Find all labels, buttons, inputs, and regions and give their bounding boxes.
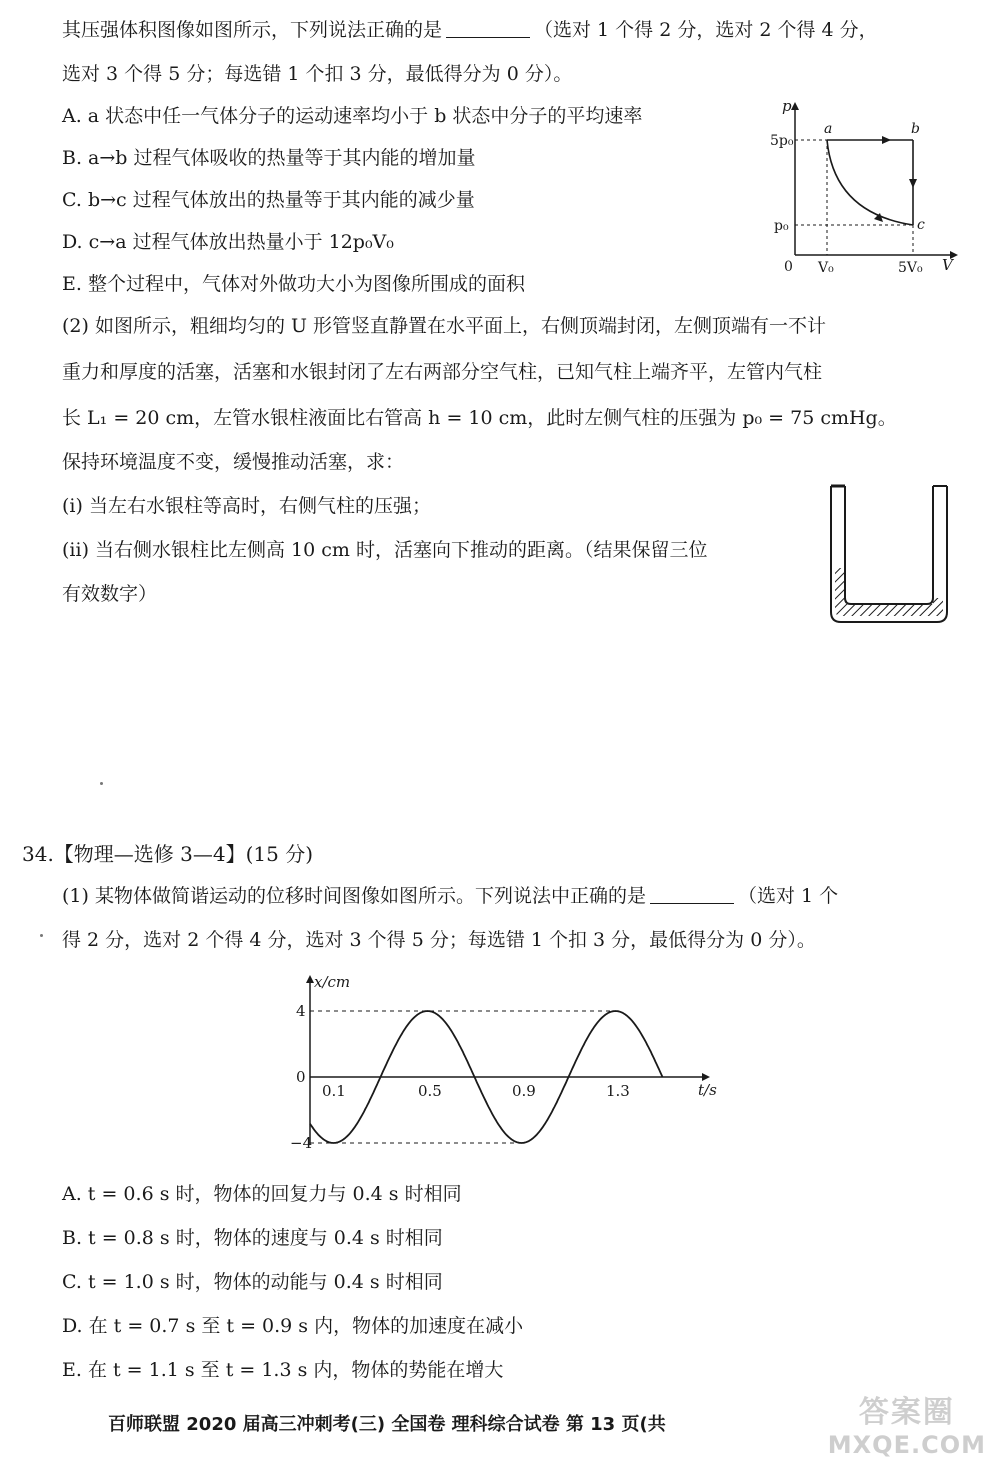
q34-intro-text-a: (1) 某物体做简谐运动的位移时间图像如图所示。下列说法中正确的是 <box>62 885 646 907</box>
q33-part2-line1: (2) 如图所示，粗细均匀的 U 形管竖直静置在水平面上，右侧顶端封闭，左侧顶端有一不计 <box>62 315 827 337</box>
pv-arrow-ab <box>882 136 891 144</box>
pv-tick-v0: V₀ <box>818 260 834 276</box>
q33-intro-text-a: 其压强体积图像如图所示，下列说法正确的是 <box>62 19 443 41</box>
xt-x-label: t/s <box>698 1081 717 1099</box>
q33-option-a: A. a 状态中任一气体分子的运动速率均小于 b 状态中分子的平均速率 <box>62 105 643 127</box>
pv-point-c: c <box>917 217 925 233</box>
xt-tick-1-3: 1.3 <box>606 1082 630 1100</box>
mercury-column <box>835 568 943 616</box>
u-tube-inner-wall <box>845 486 933 604</box>
xt-t-axis-arrow <box>702 1073 710 1081</box>
answer-blank <box>650 885 734 904</box>
pv-p-axis-arrow <box>791 102 799 110</box>
q33-part2-sub-ii: (ii) 当右侧水银柱比左侧高 10 cm 时，活塞向下推动的距离。（结果保留三位 <box>62 539 708 561</box>
q34-option-b: B. t = 0.8 s 时，物体的速度与 0.4 s 时相同 <box>62 1227 443 1249</box>
pv-arrow-bc <box>909 179 917 188</box>
q33-part2-line2: 重力和厚度的活塞，活塞和水银封闭了左右两部分空气柱，已知气柱上端齐平，左管内气柱 <box>62 361 823 383</box>
q33-part2-line3: 长 L₁ = 20 cm，左管水银柱液面比右管高 h = 10 cm，此时左侧气柱的压强为 p₀ = 75 cmHg。 <box>62 407 897 429</box>
q33-option-c: C. b→c 过程气体放出的热量等于其内能的减少量 <box>62 189 475 211</box>
xt-y-label: x/cm <box>314 973 351 991</box>
pv-tick-5p0: 5p₀ <box>770 133 794 149</box>
stray-mark <box>40 934 43 937</box>
site-watermark <box>828 1387 986 1459</box>
q33-part2-line4: 保持环境温度不变，缓慢推动活塞，求： <box>62 451 405 473</box>
pv-process-ca <box>827 140 913 225</box>
watermark-url: MXQE.COM <box>827 1431 986 1459</box>
xt-tick-4: 4 <box>296 1002 306 1020</box>
q33-intro-line2: 选对 3 个得 5 分；每选错 1 个扣 3 分，最低得分为 0 分）。 <box>62 63 573 85</box>
u-tube-svg <box>826 480 952 630</box>
pv-v-label: V <box>942 256 953 274</box>
q34-heading: 34.【物理—选修 3—4】(15 分) <box>22 842 314 866</box>
q33-option-e: E. 整个过程中，气体对外做功大小为图像所围成的面积 <box>62 273 525 295</box>
watermark-logo-text: 答案圈 <box>858 1395 955 1430</box>
xt-tick-neg4: −4 <box>290 1134 313 1152</box>
q34-intro-text-b: （选对 1 个 <box>737 885 839 907</box>
q33-option-d: D. c→a 过程气体放出热量小于 12p₀V₀ <box>62 231 394 253</box>
q33-intro-text-b: （选对 1 个得 2 分，选对 2 个得 4 分， <box>534 19 878 41</box>
xt-x-axis-arrow <box>306 975 314 983</box>
pv-origin-label: 0 <box>784 259 793 275</box>
xt-tick-0-1: 0.1 <box>322 1082 346 1100</box>
q33-intro-line1 <box>62 18 878 42</box>
q34-option-e: E. 在 t = 1.1 s 至 t = 1.3 s 内，物体的势能在增大 <box>62 1359 504 1381</box>
pv-tick-5v0: 5V₀ <box>898 260 923 276</box>
pv-graph <box>770 95 960 280</box>
q34-option-d: D. 在 t = 0.7 s 至 t = 0.9 s 内，物体的加速度在减小 <box>62 1315 524 1337</box>
q34-intro-line1 <box>62 884 838 908</box>
stray-mark <box>100 782 103 785</box>
pv-graph-svg <box>770 95 960 280</box>
q33-part2-sub-i: (i) 当左右水银柱等高时，右侧气柱的压强； <box>62 495 431 517</box>
q33-option-b: B. a→b 过程气体吸收的热量等于其内能的增加量 <box>62 147 476 169</box>
page-footer: 百师联盟 2020 届高三冲刺考(三) 全国卷 理科综合试卷 第 13 页(共 <box>108 1414 666 1435</box>
pv-p-label: p <box>782 97 792 115</box>
xt-tick-0: 0 <box>296 1068 306 1086</box>
q33-part2-sub-ii-cont: 有效数字） <box>62 583 158 605</box>
pv-tick-p0: p₀ <box>774 218 789 234</box>
answer-blank <box>446 19 530 38</box>
pv-point-a: a <box>824 121 833 137</box>
q34-option-c: C. t = 1.0 s 时，物体的动能与 0.4 s 时相同 <box>62 1271 443 1293</box>
u-tube-outer-wall <box>831 486 947 622</box>
q34-intro-line2: 得 2 分，选对 2 个得 4 分，选对 3 个得 5 分；每选错 1 个扣 3 分，最低得分为 0 分）。 <box>62 929 816 951</box>
xt-tick-0-5: 0.5 <box>418 1082 442 1100</box>
xt-tick-0-9: 0.9 <box>512 1082 536 1100</box>
q34-option-a: A. t = 0.6 s 时，物体的回复力与 0.4 s 时相同 <box>62 1183 462 1205</box>
u-tube-figure <box>826 480 952 630</box>
pv-point-b: b <box>911 121 920 137</box>
xt-graph <box>290 965 730 1155</box>
xt-graph-svg <box>290 965 730 1155</box>
